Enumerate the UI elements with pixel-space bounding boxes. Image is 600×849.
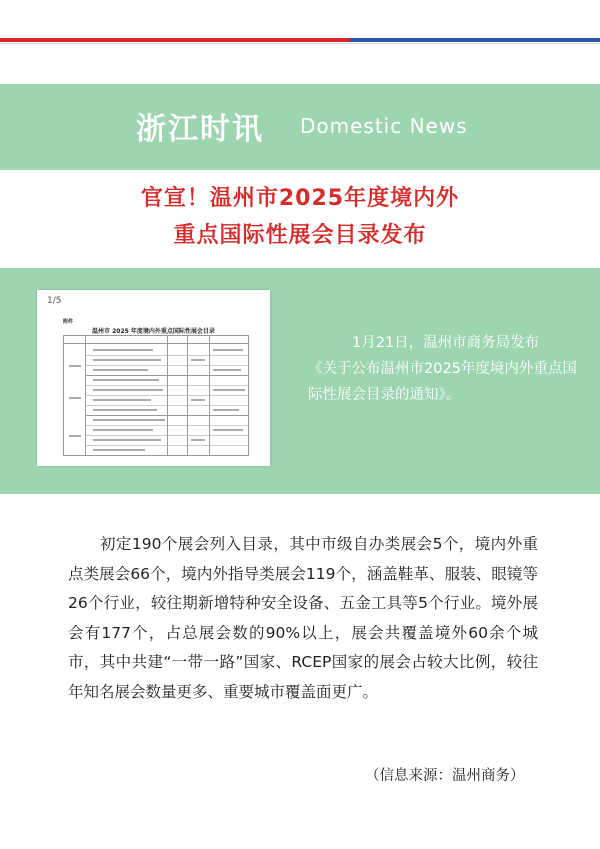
article-title-line2: 重点国际性展会目录发布	[173, 223, 427, 248]
article-source: （信息来源：温州商务）	[365, 768, 525, 784]
article-title-line1: 官宣！温州市2025年度境内外	[140, 186, 460, 211]
section-title-cn: 浙江时讯	[136, 112, 264, 147]
notice-text	[308, 330, 578, 408]
section-banner	[0, 84, 600, 170]
thumbnail-doc-title: 温州市 2025 年度境内外重点国际性展会目录	[92, 328, 215, 335]
notice-line1: 1月21日，温州市商务局发布	[352, 335, 540, 351]
notice-panel	[0, 268, 600, 494]
document-thumbnail[interactable]	[37, 290, 270, 466]
article-body: 初定190个展会列入目录，其中市级自办类展会5个，境内外重点类展会66个，境内外指导类展会119个，涵盖鞋革、服装、眼镜等26个行业，较往期新增特种安全设备、五金工具等5个行业。境外展会有177个，占总展会数的90%以上，展会共覆盖境外60余个城市，其中共建“一带一路”国家、RCEP国家的展会占较大比例，较往年知名展会数量更多、重要城市覆盖面更广。	[68, 535, 538, 701]
section-title-en: Domestic News	[300, 114, 468, 138]
header-stripe-blue	[350, 38, 600, 42]
attachment-label: 附件	[63, 319, 74, 325]
notice-line2: 《关于公布温州市2025年度境内外重点国际性展会目录的通知》。	[308, 361, 577, 403]
header-stripe-divider	[0, 43, 600, 44]
page-indicator: 1/5	[47, 296, 62, 306]
header-stripe-red	[0, 38, 350, 42]
